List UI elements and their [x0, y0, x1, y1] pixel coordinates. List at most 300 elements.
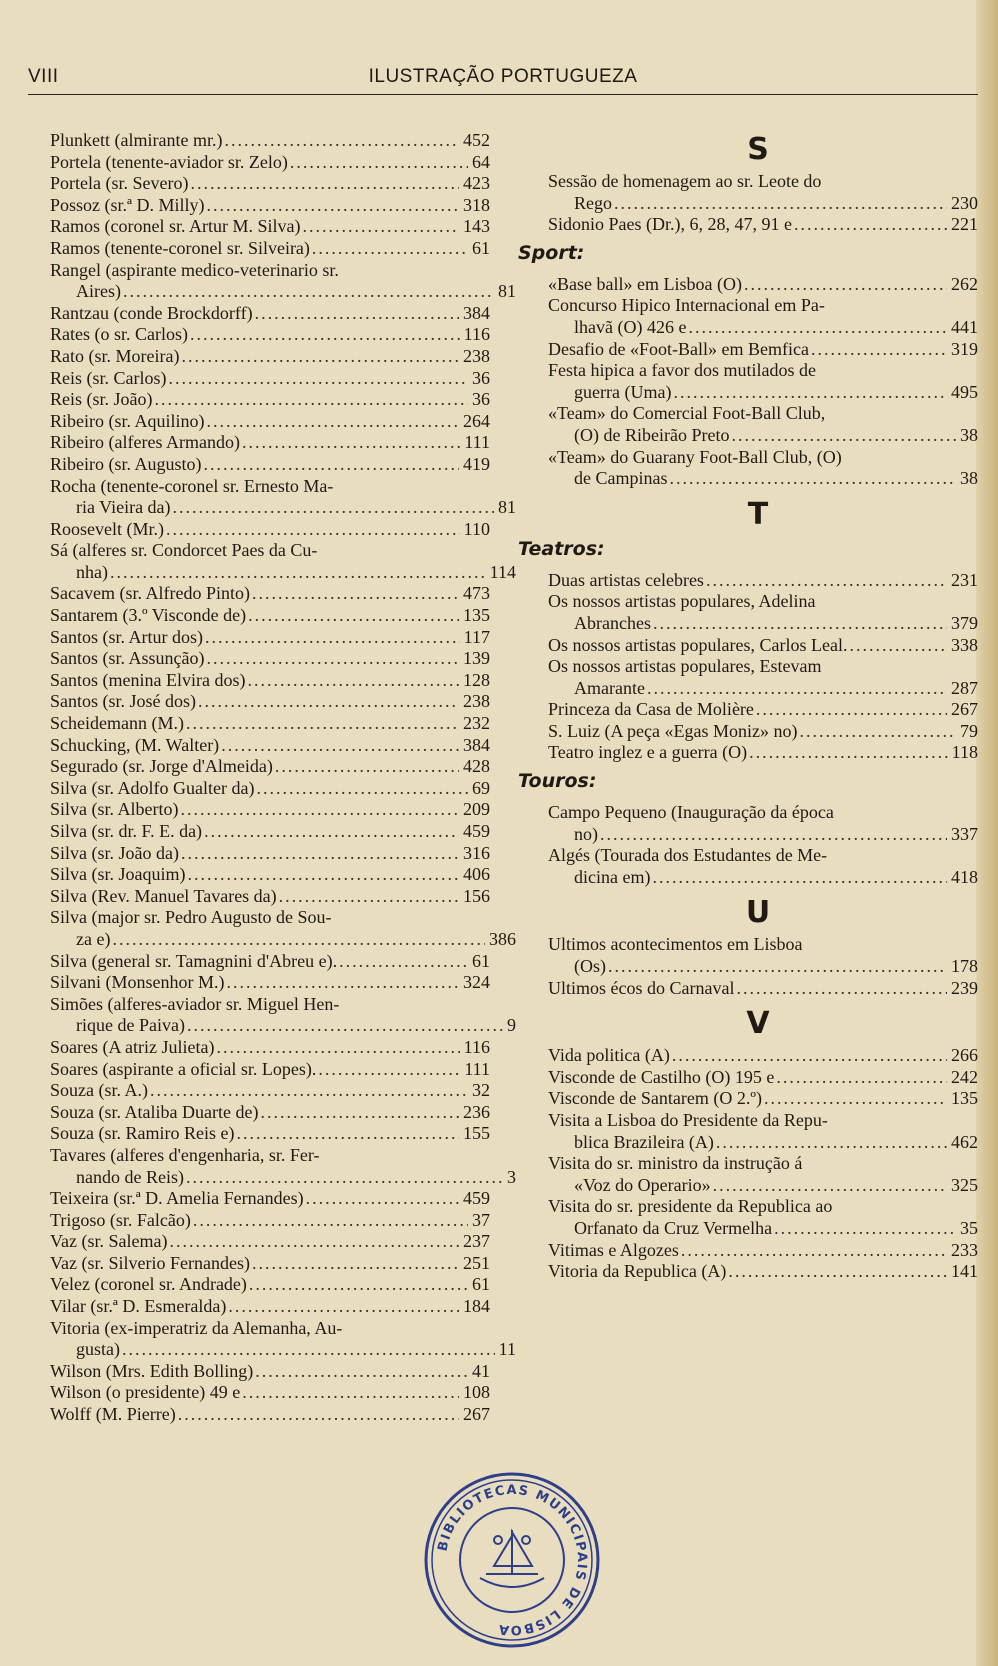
dot-leader	[173, 497, 494, 519]
entry-page-number: 110	[463, 518, 490, 539]
left-index-entry	[50, 130, 490, 152]
left-index-entry	[50, 1404, 490, 1426]
left-index-entry	[50, 238, 490, 260]
entry-page-number: 221	[951, 214, 978, 235]
v-index-entry	[518, 1240, 978, 1262]
entry-continuation: za e)	[76, 928, 111, 949]
entry-text: Vitoria da Republica (A)	[548, 1261, 727, 1282]
entry-text: Wilson (Mrs. Edith Bolling)	[50, 1360, 254, 1381]
left-index-column	[50, 130, 516, 1426]
entry-page-number: 38	[960, 468, 978, 489]
entry-text: Visita a Lisboa do Presidente da Repu-	[548, 1110, 828, 1130]
entry-continuation: Rego	[574, 192, 612, 213]
entry-page-number: 495	[951, 381, 978, 402]
entry-page-number: 139	[463, 648, 490, 669]
dot-leader	[227, 972, 460, 994]
entry-text: Ramos (coronel sr. Artur M. Silva)	[50, 216, 301, 237]
dot-leader	[672, 1045, 947, 1067]
v-entry-list	[518, 1045, 978, 1283]
dot-leader	[216, 1037, 459, 1059]
entry-continuation: Orfanato da Cruz Vermelha	[574, 1217, 773, 1238]
dot-leader	[207, 648, 460, 670]
dot-leader	[811, 339, 947, 361]
v-index-entry	[518, 1088, 978, 1110]
entry-page-number: 238	[463, 691, 490, 712]
entry-page-number: 135	[463, 605, 490, 626]
dot-leader	[764, 1088, 947, 1110]
entry-page-number: 242	[951, 1066, 978, 1087]
entry-text: Ribeiro (sr. Aquilino)	[50, 410, 205, 431]
entry-page-number: 37	[472, 1209, 490, 1230]
entry-text: Vitimas e Algozes	[548, 1239, 679, 1260]
entry-page-number: 116	[463, 1036, 490, 1057]
entry-text: Silva (sr. Adolfo Gualter da)	[50, 777, 255, 798]
left-index-entry	[50, 799, 490, 821]
dot-leader	[688, 317, 947, 339]
entry-text: Desafio de «Foot-Ball» em Bemfica	[548, 338, 809, 359]
dot-leader	[849, 635, 947, 657]
left-index-entry	[50, 691, 490, 713]
entry-text: Silva (sr. dr. F. E. da)	[50, 821, 203, 841]
entry-page-number: 36	[472, 389, 490, 410]
dot-leader	[302, 216, 459, 238]
dot-leader	[190, 324, 460, 346]
entry-text: «Team» do Guarany Foot-Ball Club, (O)	[548, 446, 842, 467]
dot-leader	[247, 670, 459, 692]
entry-text: Scheidemann (M.)	[50, 713, 184, 734]
dot-leader	[681, 1240, 947, 1262]
entry-page-number: 231	[951, 569, 978, 590]
dot-leader	[193, 1210, 468, 1232]
entry-text: Silva (sr. Alberto)	[50, 799, 179, 820]
dot-leader	[744, 274, 947, 296]
u-index-entry	[518, 978, 978, 1000]
sport-index-entry	[518, 339, 978, 361]
library-stamp-icon	[422, 1470, 602, 1650]
v-index-entry	[518, 1110, 978, 1153]
dot-leader	[204, 454, 460, 476]
entry-text: Silva (sr. Joaquim)	[50, 864, 186, 885]
entry-page-number: 384	[463, 734, 490, 755]
entry-text: Schucking, (M. Walter)	[50, 734, 220, 755]
dot-leader	[155, 389, 469, 411]
left-index-entry	[50, 605, 490, 627]
left-index-entry	[50, 259, 516, 303]
entry-page-number: 318	[463, 194, 490, 215]
entry-continuation: blica Brazileira (A)	[574, 1131, 714, 1152]
entry-page-number: 81	[498, 497, 516, 518]
entry-continuation: Amarante	[574, 677, 645, 698]
left-index-entry	[50, 1231, 490, 1253]
v-index-entry	[518, 1261, 978, 1283]
entry-page-number: 325	[951, 1174, 978, 1195]
entry-text: Os nossos artistas populares, Adelina	[548, 591, 816, 612]
entry-text: Silvani (Monsenhor M.)	[50, 972, 225, 993]
dot-leader	[647, 678, 947, 700]
entry-text: Silva (Rev. Manuel Tavares da)	[50, 885, 277, 906]
left-index-entry	[50, 324, 490, 346]
entry-page-number: 135	[951, 1088, 978, 1109]
entry-page-number: 117	[463, 626, 490, 647]
dot-leader	[673, 382, 947, 404]
left-index-entry	[50, 411, 490, 433]
letter-heading-t: T	[747, 496, 769, 532]
entry-text: Visita do sr. ministro da instrução á	[548, 1153, 803, 1174]
u-entry-list	[518, 934, 978, 999]
teatros-index-entry	[518, 656, 978, 699]
entry-page-number: 230	[951, 192, 978, 213]
dot-leader	[600, 824, 947, 846]
left-index-entry	[50, 821, 490, 843]
dot-leader	[224, 130, 459, 152]
left-index-entry	[50, 216, 490, 238]
dot-leader	[794, 214, 947, 236]
dot-leader	[306, 1188, 459, 1210]
dot-leader	[312, 238, 468, 260]
entry-text: Visita do sr. presidente da Republica ao	[548, 1196, 833, 1217]
left-index-entry	[50, 152, 490, 174]
left-index-entry	[50, 454, 490, 476]
section-heading-sport: Sport:	[518, 241, 585, 264]
entry-text: Rato (sr. Moreira)	[50, 345, 180, 366]
entry-page-number: 3	[507, 1166, 516, 1187]
entry-text: Os nossos artistas populares, Carlos Leal.	[548, 634, 848, 655]
left-index-entry	[50, 907, 516, 950]
entry-page-number: 406	[463, 864, 490, 885]
entry-text: Os nossos artistas populares, Estevam	[548, 656, 822, 677]
entry-continuation: dicina em)	[574, 866, 651, 887]
entry-page-number: 232	[463, 713, 490, 734]
entry-text: Possoz (sr.ª D. Milly)	[50, 194, 205, 215]
entry-page-number: 64	[472, 151, 490, 172]
entry-continuation: (Os)	[574, 956, 606, 977]
entry-page-number: 418	[951, 866, 978, 887]
publication-title: ILUSTRAÇÃO PORTUGUEZA	[368, 66, 638, 87]
entry-page-number: 459	[463, 821, 490, 841]
entry-page-number: 266	[951, 1045, 978, 1066]
entry-page-number: 233	[951, 1239, 978, 1260]
entry-page-number: 319	[951, 338, 978, 359]
dot-leader	[608, 956, 947, 978]
entry-page-number: 267	[463, 1404, 490, 1425]
entry-page-number: 264	[463, 410, 490, 431]
dot-leader	[339, 951, 468, 973]
entry-text: Santos (sr. Artur dos)	[50, 626, 203, 647]
entry-page-number: 238	[463, 345, 490, 366]
dot-leader	[122, 1339, 495, 1361]
entry-text: Souza (sr. Ramiro Reis e)	[50, 1123, 235, 1144]
s-index-entry	[518, 171, 978, 214]
entry-page-number: 384	[463, 302, 490, 323]
entry-text: Ramos (tenente-coronel sr. Silveira)	[50, 237, 310, 258]
entry-page-number: 209	[463, 799, 490, 820]
entry-page-number: 69	[472, 777, 490, 798]
touros-entry-list	[518, 802, 978, 888]
left-index-entry	[50, 1144, 516, 1188]
teatros-index-entry	[518, 591, 978, 634]
left-index-entry	[50, 627, 490, 649]
entry-continuation: no)	[574, 823, 598, 844]
entry-text: Sá (alferes sr. Condorcet Paes da Cu-	[50, 540, 318, 561]
left-index-entry	[50, 1317, 516, 1361]
dot-leader	[260, 1102, 459, 1124]
entry-text: Silva (sr. João da)	[50, 842, 179, 863]
entry-text: Rocha (tenente-coronel sr. Ernesto Ma-	[50, 475, 334, 496]
dot-leader	[728, 1261, 947, 1283]
left-index-entry	[50, 864, 490, 886]
left-index-entry	[50, 951, 490, 973]
entry-page-number: 441	[951, 316, 978, 337]
page-header	[28, 64, 978, 95]
entry-page-number: 473	[463, 583, 490, 604]
entry-page-number: 81	[498, 281, 516, 302]
dot-leader	[249, 1274, 468, 1296]
dot-leader	[776, 1067, 947, 1089]
entry-text: Concurso Hipico Internacional em Pa-	[548, 295, 825, 316]
entry-page-number: 462	[951, 1131, 978, 1152]
entry-text: Silva (general sr. Tamagnini d'Abreu e).	[50, 950, 338, 971]
entry-text: Reis (sr. João)	[50, 389, 153, 410]
entry-page-number: 155	[463, 1123, 490, 1144]
entry-continuation: Aires)	[76, 281, 121, 302]
entry-text: Segurado (sr. Jorge d'Almeida)	[50, 756, 273, 777]
entry-page-number: 337	[951, 823, 978, 844]
entry-page-number: 236	[463, 1101, 490, 1122]
teatros-index-entry	[518, 699, 978, 721]
entry-text: Vida politica (A)	[548, 1045, 670, 1066]
entry-text: Visconde de Santarem (O 2.º)	[548, 1088, 762, 1109]
entry-page-number: 316	[463, 842, 490, 863]
entry-text: Ribeiro (sr. Augusto)	[50, 453, 202, 474]
entry-continuation: «Voz do Operario»	[574, 1174, 711, 1195]
entry-page-number: 324	[463, 972, 490, 993]
dot-leader	[110, 562, 486, 584]
entry-page-number: 428	[463, 756, 490, 777]
entry-text: Algés (Tourada dos Estudantes de Me-	[548, 845, 828, 866]
dot-leader	[181, 799, 460, 821]
entry-page-number: 38	[960, 424, 978, 445]
left-index-entry	[50, 756, 490, 778]
left-index-entry	[50, 972, 490, 994]
dot-leader	[190, 173, 459, 195]
entry-page-number: 251	[463, 1252, 490, 1273]
entry-text: Soares (aspirante a oficial sr. Lopes).	[50, 1058, 317, 1079]
dot-leader	[206, 195, 459, 217]
left-index-entry	[50, 475, 516, 519]
dot-leader	[736, 978, 947, 1000]
entry-continuation: lhavã (O) 426 e	[574, 316, 687, 337]
letter-heading-s: S	[747, 132, 769, 167]
entry-text: Vaz (sr. Silverio Fernandes)	[50, 1252, 250, 1273]
dot-leader	[181, 843, 459, 865]
left-index-entry	[50, 1274, 490, 1296]
dot-leader	[255, 1361, 468, 1383]
entry-continuation: rique de Paiva)	[76, 1015, 185, 1036]
entry-page-number: 61	[472, 1274, 490, 1295]
left-index-entry	[50, 1296, 490, 1318]
entry-text: Teatro inglez e a guerra (O)	[548, 742, 748, 763]
teatros-entry-list	[518, 570, 978, 764]
left-index-entry	[50, 993, 516, 1037]
entry-page-number: 111	[464, 432, 490, 453]
left-index-entry	[50, 1037, 490, 1059]
left-index-entry	[50, 173, 490, 195]
left-index-entry	[50, 1102, 490, 1124]
left-index-entry	[50, 1080, 490, 1102]
left-index-entry	[50, 1123, 490, 1145]
dot-leader	[150, 1080, 468, 1102]
sport-index-entry	[518, 360, 978, 403]
entry-text: Vilar (sr.ª D. Esmeralda)	[50, 1296, 227, 1317]
entry-page-number: 338	[951, 634, 978, 655]
dot-leader	[653, 613, 947, 635]
entry-continuation: nha)	[76, 561, 108, 582]
entry-page-number: 32	[472, 1080, 490, 1101]
left-index-entry	[50, 583, 490, 605]
dot-leader	[716, 1132, 947, 1154]
entry-page-number: 423	[463, 173, 490, 194]
entry-page-number: 116	[463, 324, 490, 345]
left-index-entry	[50, 303, 490, 325]
sport-index-entry	[518, 447, 978, 490]
entry-text: Rangel (aspirante medico-veterinario sr.	[50, 259, 339, 280]
dot-leader	[248, 605, 459, 627]
entry-text: Santarem (3.º Visconde de)	[50, 605, 247, 626]
dot-leader	[669, 468, 956, 490]
dot-leader	[181, 346, 459, 368]
dot-leader	[242, 1382, 459, 1404]
entry-text: Santos (sr. Assunção)	[50, 648, 205, 669]
entry-page-number: 386	[489, 928, 516, 949]
entry-page-number: 239	[951, 977, 978, 998]
entry-continuation: Abranches	[574, 612, 651, 633]
dot-leader	[256, 778, 468, 800]
entry-continuation: ria Vieira da)	[76, 497, 171, 518]
v-index-entry	[518, 1067, 978, 1089]
entry-page-number: 262	[951, 273, 978, 294]
teatros-index-entry	[518, 635, 978, 657]
dot-leader	[186, 1167, 503, 1189]
left-index-entry	[50, 1361, 490, 1383]
entry-text: Rantzau (conde Brockdorff)	[50, 302, 253, 323]
left-index-entry	[50, 778, 490, 800]
left-index-entry	[50, 519, 490, 541]
dot-leader	[198, 691, 459, 713]
letter-heading-u: U	[745, 895, 771, 931]
entry-text: Portela (tenente-aviador sr. Zelo)	[50, 151, 288, 172]
entry-text: Ultimos acontecimentos em Lisboa	[548, 934, 803, 955]
left-index-entry	[50, 195, 490, 217]
entry-page-number: 156	[463, 885, 490, 906]
entry-page-number: 178	[951, 956, 978, 977]
sport-index-entry	[518, 274, 978, 296]
dot-leader	[756, 699, 947, 721]
entry-page-number: 36	[472, 367, 490, 388]
entry-page-number: 419	[463, 453, 490, 474]
dot-leader	[731, 425, 956, 447]
entry-text: Campo Pequeno (Inauguração da época	[548, 802, 834, 823]
left-index-entry	[50, 1253, 490, 1275]
entry-page-number: 267	[951, 699, 978, 720]
dot-leader	[255, 303, 459, 325]
dot-leader	[123, 281, 494, 303]
dot-leader	[221, 735, 459, 757]
entry-page-number: 379	[951, 612, 978, 633]
entry-text: Ultimos écos do Carnaval	[548, 977, 735, 998]
section-heading-teatros: Teatros:	[518, 537, 605, 560]
entry-text: Princeza da Casa de Molière	[548, 699, 754, 720]
entry-page-number: 108	[463, 1382, 490, 1403]
left-index-entry	[50, 735, 490, 757]
teatros-index-entry	[518, 570, 978, 592]
entry-text: Silva (major sr. Pedro Augusto de Sou-	[50, 907, 332, 928]
u-index-entry	[518, 934, 978, 977]
entry-text: Vitoria (ex-imperatriz da Alemanha, Au-	[50, 1317, 343, 1338]
left-index-entry	[50, 670, 490, 692]
dot-leader	[169, 1231, 459, 1253]
left-index-entry	[50, 648, 490, 670]
right-index-column	[518, 125, 978, 1283]
left-index-entry	[50, 346, 490, 368]
entry-continuation: (O) de Ribeirão Preto	[574, 424, 730, 445]
entry-continuation: gusta)	[76, 1339, 120, 1360]
page-number: VIII	[28, 66, 59, 87]
entry-page-number: 459	[463, 1188, 490, 1209]
dot-leader	[204, 821, 459, 843]
v-index-entry	[518, 1196, 978, 1239]
touros-index-entry	[518, 802, 978, 845]
dot-leader	[242, 432, 460, 454]
entry-text: Tavares (alferes d'engenharia, sr. Fer-	[50, 1144, 320, 1165]
left-index-entry	[50, 389, 490, 411]
left-index-entry	[50, 713, 490, 735]
v-index-entry	[518, 1153, 978, 1196]
dot-leader	[290, 152, 468, 174]
entry-text: Sessão de homenagem ao sr. Leote do	[548, 171, 822, 191]
entry-text: Ribeiro (alferes Armando)	[50, 432, 240, 453]
entry-page-number: 237	[463, 1231, 490, 1252]
entry-text: «Base ball» em Lisboa (O)	[548, 273, 742, 294]
left-index-entry	[50, 432, 490, 454]
entry-text: Souza (sr. Ataliba Duarte de)	[50, 1101, 259, 1122]
entry-page-number: 35	[960, 1217, 978, 1238]
entry-page-number: 452	[463, 130, 490, 150]
entry-page-number: 141	[951, 1261, 978, 1282]
left-index-entry	[50, 1210, 490, 1232]
entry-text: Vaz (sr. Salema)	[50, 1231, 168, 1252]
entry-page-number: 128	[463, 669, 490, 690]
entry-text: Plunkett (almirante mr.)	[50, 130, 223, 150]
s-index-entry	[518, 214, 978, 236]
dot-leader	[652, 867, 947, 889]
entry-continuation: de Campinas	[574, 468, 668, 489]
entry-text: Sidonio Paes (Dr.), 6, 28, 47, 91 e	[548, 214, 792, 235]
section-heading-touros: Touros:	[518, 770, 597, 793]
sport-index-entry	[518, 403, 978, 446]
dot-leader	[275, 756, 459, 778]
dot-leader	[186, 713, 459, 735]
entry-page-number: 61	[472, 950, 490, 971]
entry-text: Simões (alferes-aviador sr. Miguel Hen-	[50, 993, 340, 1014]
entry-page-number: 114	[489, 561, 516, 582]
entry-text: Roosevelt (Mr.)	[50, 518, 164, 539]
entry-page-number: 184	[463, 1296, 490, 1317]
left-index-entry	[50, 1188, 490, 1210]
dot-leader	[187, 1015, 503, 1037]
left-index-entry	[50, 1382, 490, 1404]
teatros-index-entry	[518, 721, 978, 743]
entry-continuation: nando de Reis)	[76, 1166, 184, 1187]
